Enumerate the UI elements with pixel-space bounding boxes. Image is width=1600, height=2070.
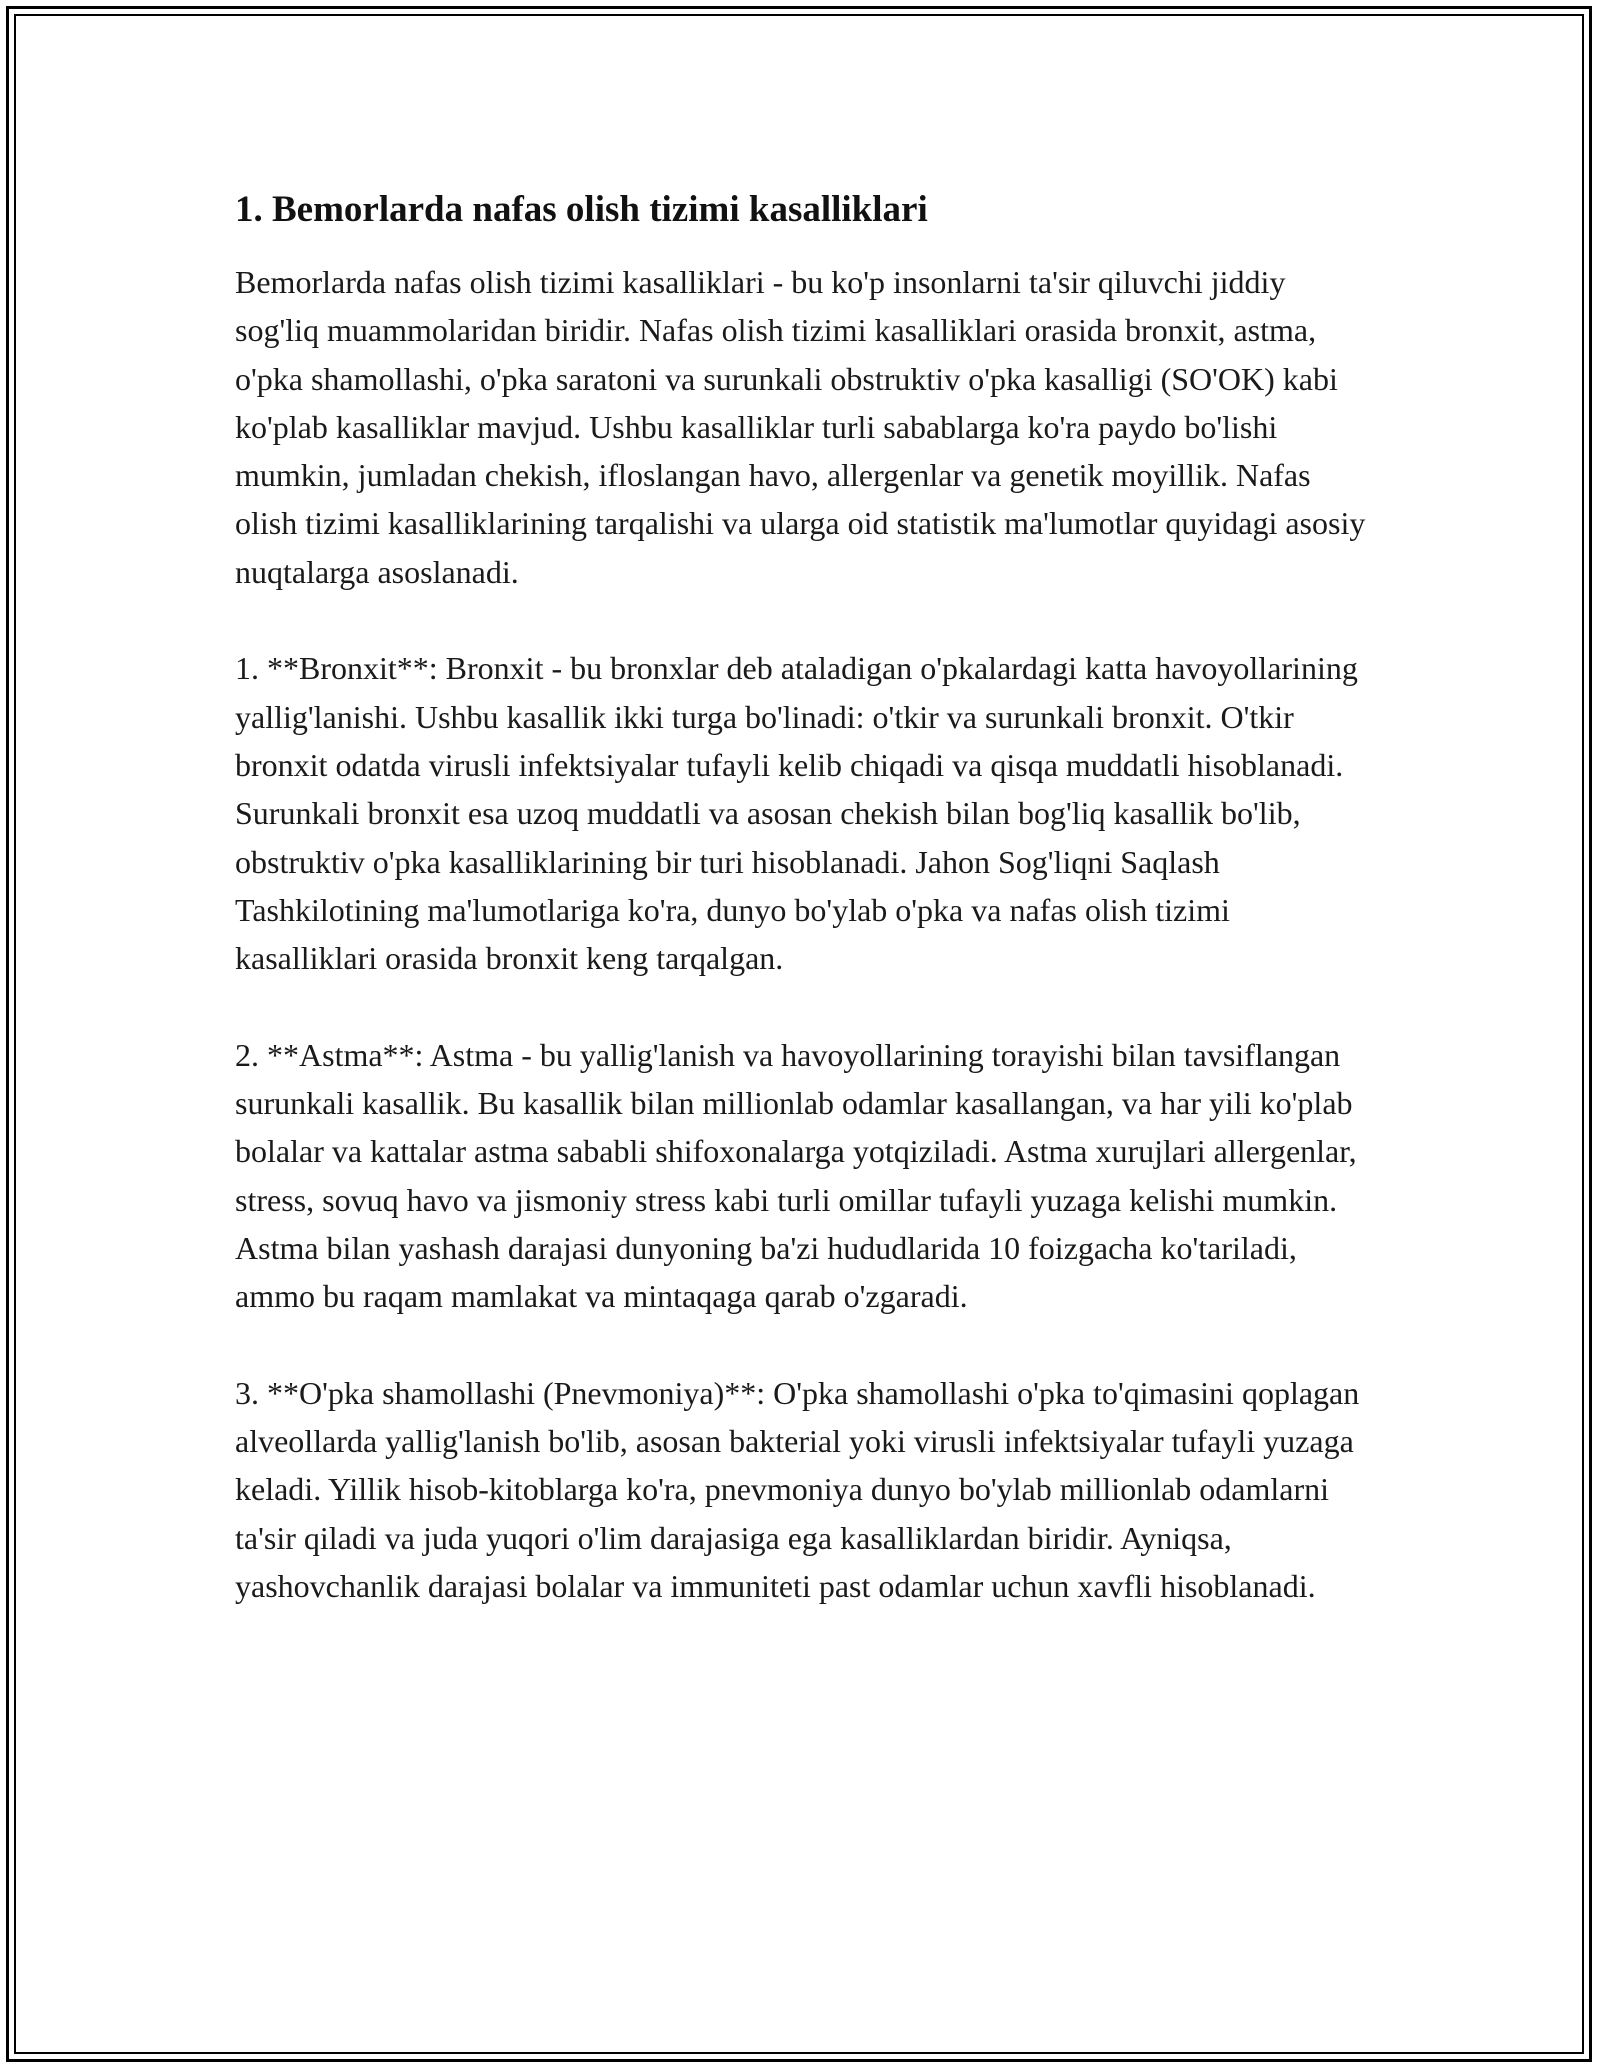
pneumonia-paragraph: 3. **O'pka shamollashi (Pnevmoniya)**: O'pka shamollashi o'pka to'qimasini qoplagan alveollarda yallig'lanish bo'lib, asosan bakterial yoki virusli infektsiyalar tufayli yuzaga keladi. Yillik hisob-kitoblarga ko'ra, pnevmoniya dunyo bo'ylab millionlab odamlarni ta'sir qiladi va juda yuqori o'lim darajasiga ega kasalliklardan biridir. Ayniqsa, yashovchanlik darajasi bolalar va immuniteti past odamlar uchun xavfli hisoblanadi. <box>235 1374 1360 1605</box>
intro-paragraph: Bemorlarda nafas olish tizimi kasalliklari - bu ko'p insonlarni ta'sir qiluvchi jiddiy sog'liq muammolaridan biridir. Nafas olish tizimi kasalliklari orasida bronxit, astma, o'pka shamollashi, o'pka saratoni va surunkali obstruktiv o'pka kasalligi (SO'OK) kabi ko'plab kasalliklar mavjud. Ushbu kasalliklar turli sabablarga ko'ra paydo bo'lishi mumkin, jumladan chekish, ifloslangan havo, allergenlar va genetik moyillik. Nafas olish tizimi kasalliklarining tarqalishi va ularga oid statistik ma'lumotlar quyidagi asosiy nuqtalarga asoslanadi. <box>235 264 1366 590</box>
bronchitis-paragraph: 1. **Bronxit**: Bronxit - bu bronxlar deb ataladigan o'pkalardagi katta havoyollarining yallig'lanishi. Ushbu kasallik ikki turga bo'linadi: o'tkir va surunkali bronxit. O'tkir bronxit odatda virusli infektsiyalar tufayli kelib chiqadi va qisqa muddatli hisoblanadi. Surunkali bronxit esa uzoq muddatli va asosan chekish bilan bog'liq kasallik bo'lib, obstruktiv o'pka kasalliklarining bir turi hisoblanadi. Jahon Sog'liqni Saqlash Tashkilotining ma'lumotlariga ko'ra, dunyo bo'ylab o'pka va nafas olish tizimi kasalliklari orasida bronxit keng tarqalgan. <box>235 650 1358 977</box>
document-body <box>235 186 1375 1659</box>
asthma-paragraph: 2. **Astma**: Astma - bu yallig'lanish va havoyollarining torayishi bilan tavsiflangan surunkali kasallik. Bu kasallik bilan millionlab odamlar kasallangan, va har yili ko'plab bolalar va kattalar astma sababli shifoxonalarga yotqiziladi. Astma xurujlari allergenlar, stress, sovuq havo va jismoniy stress kabi turli omillar tufayli yuzaga kelishi mumkin. Astma bilan yashash darajasi dunyoning ba'zi hududlarida 10 foizgacha ko'tariladi, ammo bu raqam mamlakat va mintaqaga qarab o'zgaradi. <box>235 1036 1357 1315</box>
document-title: 1. Bemorlarda nafas olish tizimi kasalliklari <box>235 189 928 230</box>
